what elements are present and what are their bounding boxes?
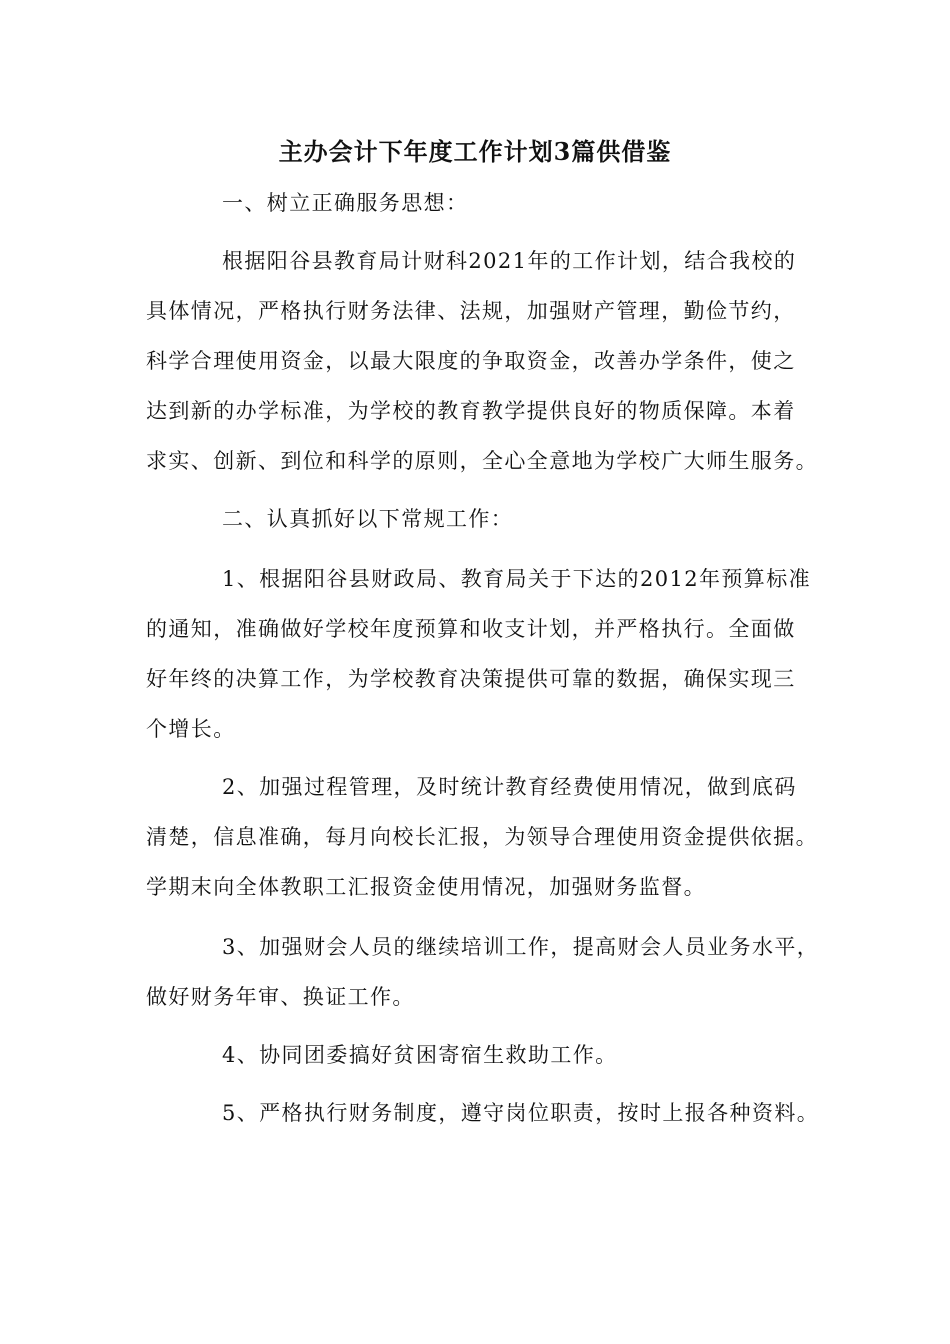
paragraph-line: 求实、创新、到位和科学的原则，全心全意地为学校广大师生服务。: [146, 449, 818, 473]
paragraph-line: 好年终的决算工作，为学校教育决策提供可靠的数据，确保实现三: [146, 667, 796, 691]
paragraph-line: 具体情况，严格执行财务法律、法规，加强财产管理，勤俭节约，: [146, 299, 796, 323]
paragraph-line: 4、协同团委搞好贫困寄宿生救助工作。: [222, 1043, 618, 1067]
paragraph-line: 的通知，准确做好学校年度预算和收支计划，并严格执行。全面做: [146, 617, 796, 641]
paragraph-line: 根据阳谷县教育局计财科2021年的工作计划，结合我校的: [222, 249, 797, 273]
section-heading-1: 一、树立正确服务思想：: [222, 191, 469, 215]
paragraph-line: 学期末向全体教职工汇报资金使用情况，加强财务监督。: [146, 875, 706, 899]
paragraph-line: 5、严格执行财务制度，遵守岗位职责，按时上报各种资料。: [222, 1101, 820, 1125]
paragraph-line: 达到新的办学标准，为学校的教育教学提供良好的物质保障。本着: [146, 399, 796, 423]
paragraph-line: 3、加强财会人员的继续培训工作，提高财会人员业务水平，: [222, 935, 820, 959]
document-title: 主办会计下年度工作计划3篇供借鉴: [278, 137, 672, 166]
paragraph-line: 个增长。: [146, 717, 236, 741]
paragraph-line: 2、加强过程管理，及时统计教育经费使用情况，做到底码: [222, 775, 797, 799]
paragraph-line: 清楚，信息准确，每月向校长汇报，为领导合理使用资金提供依据。: [146, 825, 818, 849]
section-heading-2: 二、认真抓好以下常规工作：: [222, 507, 514, 531]
paragraph-line: 做好财务年审、换证工作。: [146, 985, 415, 1009]
paragraph-line: 1、根据阳谷县财政局、教育局关于下达的2012年预算标准: [222, 567, 812, 591]
paragraph-line: 科学合理使用资金，以最大限度的争取资金，改善办学条件，使之: [146, 349, 796, 373]
